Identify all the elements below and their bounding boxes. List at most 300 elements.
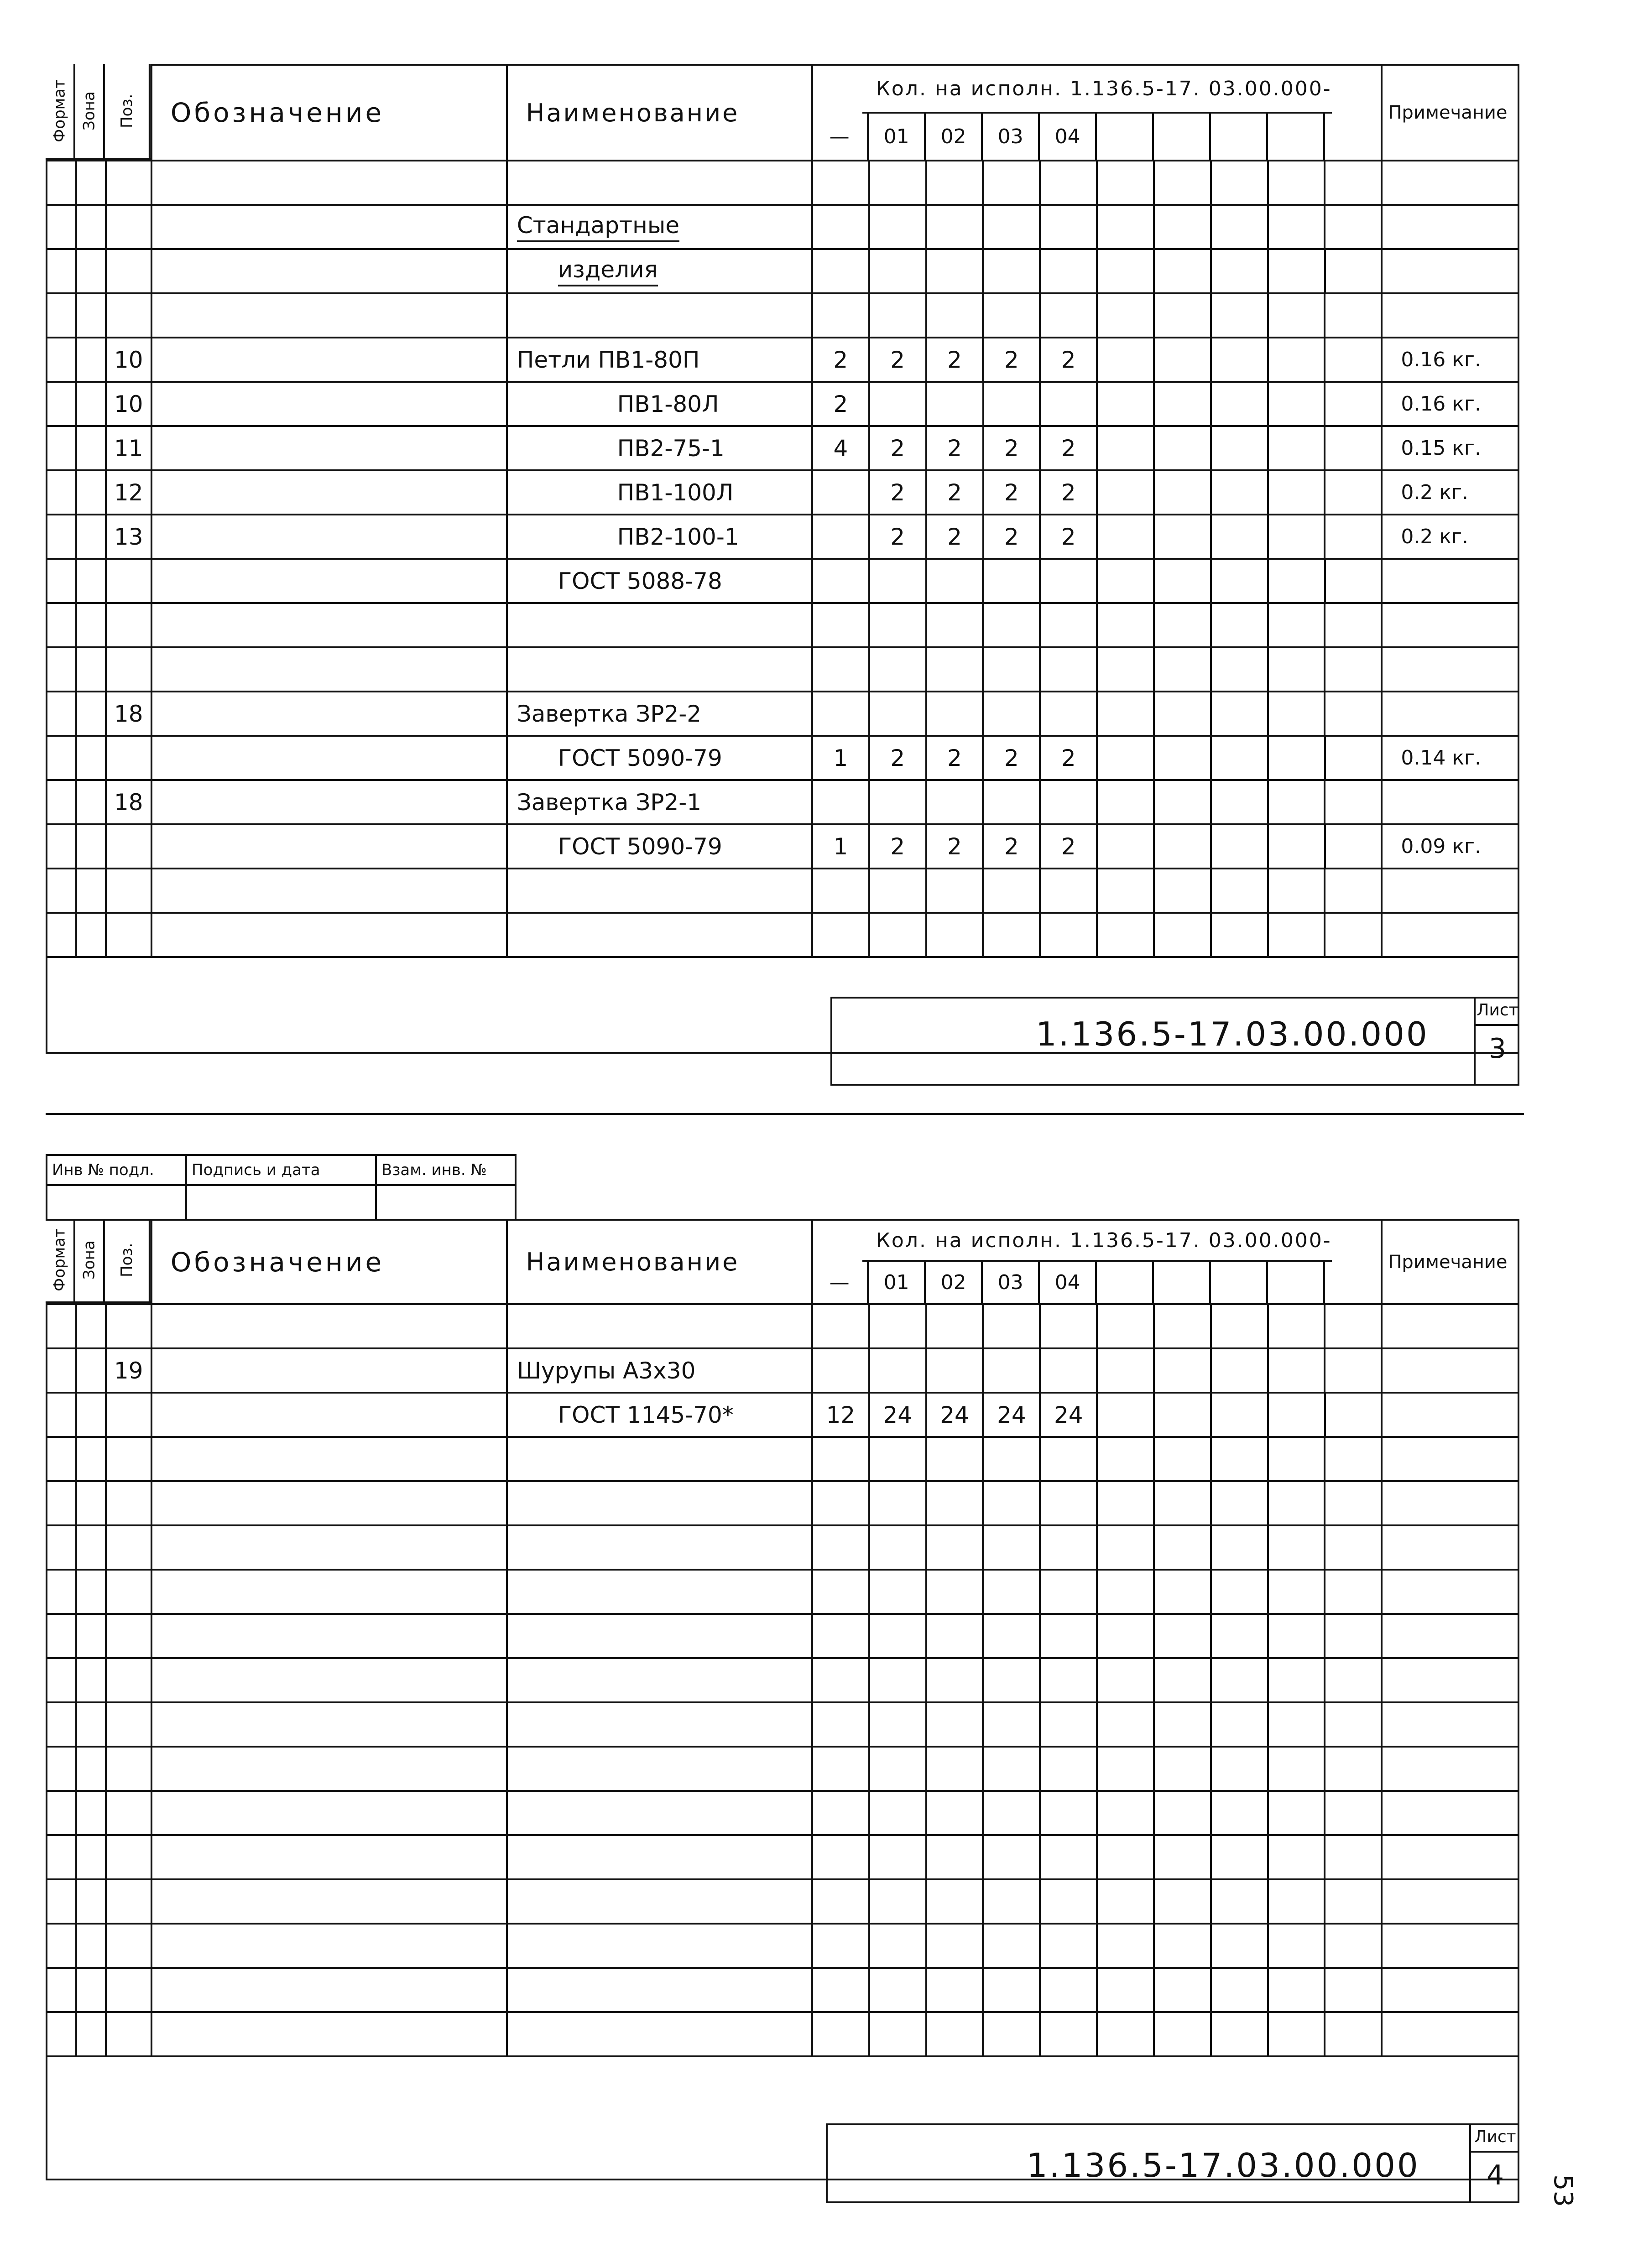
cell-qty [1267, 337, 1324, 381]
cell-qty [1039, 160, 1096, 204]
cell-qty [1096, 1569, 1153, 1613]
cell-qty [1210, 1746, 1267, 1790]
cell-qty [868, 292, 925, 337]
cell-designation [151, 1878, 506, 1923]
cell-pos [105, 868, 151, 912]
cell-qty [1267, 1436, 1324, 1480]
cell-qty [1210, 425, 1267, 469]
cell-pos [105, 912, 151, 956]
cell-name [506, 160, 811, 204]
cell-qty [925, 1480, 982, 1524]
qty-header-title-2: Кол. на исполн. 1.136.5-17. 03.00.000- [862, 1221, 1332, 1262]
cell-pos [105, 1480, 151, 1524]
cell-qty [982, 204, 1039, 248]
cell-qty [925, 1923, 982, 1967]
cell-format [46, 160, 75, 204]
cell-zone [75, 735, 105, 779]
cell-qty [1324, 646, 1381, 691]
cell-zone [75, 868, 105, 912]
cell-qty [982, 1923, 1039, 1967]
cell-qty [925, 1303, 982, 1347]
cell-qty [1324, 1569, 1381, 1613]
table-row [46, 735, 1518, 779]
cell-qty [1324, 469, 1381, 514]
header-zone-2: Зона [75, 1219, 105, 1303]
cell-pos [105, 204, 151, 248]
table-row [46, 823, 1518, 868]
cell-qty [811, 1657, 868, 1701]
cell-qty [925, 1834, 982, 1878]
cell-qty [1267, 1967, 1324, 2011]
cell-format [46, 823, 75, 868]
cell-qty [982, 1834, 1039, 1878]
table-row [46, 1746, 1518, 1790]
cell-qty [982, 381, 1039, 425]
cell-designation [151, 1524, 506, 1569]
cell-qty [1153, 1347, 1210, 1392]
cell-name: Завертка ЗР2-1 [506, 779, 811, 823]
table-row [46, 1569, 1518, 1613]
cell-qty: 2 [868, 469, 925, 514]
cell-pos [105, 1303, 151, 1347]
table-row [46, 248, 1518, 292]
cell-qty [1096, 2011, 1153, 2055]
cell-format [46, 1657, 75, 1701]
cell-qty [982, 160, 1039, 204]
cell-pos: 10 [105, 337, 151, 381]
cell-qty [1039, 1524, 1096, 1569]
cell-format [46, 1436, 75, 1480]
header-pos-2: Поз. [105, 1219, 151, 1303]
cell-designation [151, 1303, 506, 1347]
cell-note [1381, 1524, 1518, 1569]
cell-qty [1153, 2011, 1210, 2055]
sign-label: Подпись и дата [185, 1154, 377, 1186]
table-row [46, 1657, 1518, 1701]
table-row [46, 558, 1518, 602]
cell-qty [868, 2011, 925, 2055]
cell-qty: 2 [925, 337, 982, 381]
cell-qty [1096, 1967, 1153, 2011]
cell-qty [1096, 558, 1153, 602]
cell-qty [811, 1923, 868, 1967]
cell-qty [811, 646, 868, 691]
cell-qty [1096, 1746, 1153, 1790]
cell-qty [1039, 868, 1096, 912]
table-row [46, 602, 1518, 646]
cell-qty [811, 868, 868, 912]
cell-qty [1324, 337, 1381, 381]
cell-note [1381, 912, 1518, 956]
cell-qty [1267, 602, 1324, 646]
table-row [46, 646, 1518, 691]
cell-pos [105, 602, 151, 646]
cell-qty [925, 868, 982, 912]
cell-pos [105, 1746, 151, 1790]
cell-qty [811, 558, 868, 602]
table-row [46, 1480, 1518, 1524]
cell-qty [1210, 1878, 1267, 1923]
variant-7 [1211, 114, 1268, 160]
cell-qty [868, 1480, 925, 1524]
cell-qty [811, 1303, 868, 1347]
cell-qty [1153, 779, 1210, 823]
cell-format [46, 1613, 75, 1657]
cell-qty [925, 602, 982, 646]
cell-format [46, 292, 75, 337]
inv-value [46, 1184, 187, 1221]
cell-qty: 2 [982, 823, 1039, 868]
cell-qty [811, 1524, 868, 1569]
cell-qty: 2 [868, 823, 925, 868]
vzam-label: Взам. инв. № [375, 1154, 517, 1186]
cell-qty [811, 1967, 868, 2011]
table-header [46, 64, 1518, 160]
cell-note [1381, 1923, 1518, 1967]
cell-name [506, 1613, 811, 1657]
cell-qty [1153, 1480, 1210, 1524]
cell-qty [1324, 1967, 1381, 2011]
cell-qty [1153, 1834, 1210, 1878]
cell-qty [1096, 1524, 1153, 1569]
cell-name [506, 1657, 811, 1701]
cell-note [1381, 1569, 1518, 1613]
cell-qty [811, 691, 868, 735]
cell-qty [1210, 1923, 1267, 1967]
cell-qty [1267, 425, 1324, 469]
cell-qty [1096, 469, 1153, 514]
header-format-2: Формат [46, 1219, 75, 1303]
cell-name [506, 1524, 811, 1569]
cell-qty: 2 [868, 514, 925, 558]
cell-note [1381, 2011, 1518, 2055]
cell-zone [75, 779, 105, 823]
cell-qty [925, 646, 982, 691]
cell-qty [1039, 292, 1096, 337]
cell-qty: 24 [1039, 1392, 1096, 1436]
table-row [46, 337, 1518, 381]
cell-qty [982, 691, 1039, 735]
cell-qty [1324, 248, 1381, 292]
variant-6 [1154, 114, 1211, 160]
cell-qty [1210, 1347, 1267, 1392]
cell-pos [105, 1790, 151, 1834]
variant-2: 02 [926, 1262, 983, 1303]
cell-format [46, 691, 75, 735]
cell-format [46, 469, 75, 514]
header-zone: Зона [75, 64, 105, 160]
cell-name [506, 292, 811, 337]
cell-note [1381, 1967, 1518, 2011]
cell-qty [1324, 1834, 1381, 1878]
cell-format [46, 381, 75, 425]
cell-qty [1210, 602, 1267, 646]
cell-qty [1153, 558, 1210, 602]
cell-qty [1267, 1392, 1324, 1436]
cell-designation [151, 1967, 506, 2011]
cell-qty: 1 [811, 823, 868, 868]
cell-qty [1210, 469, 1267, 514]
cell-qty [1210, 204, 1267, 248]
cell-zone [75, 469, 105, 514]
cell-note: 0.15 кг. [1381, 425, 1518, 469]
cell-name: ГОСТ 5088-78 [506, 558, 811, 602]
cell-note [1381, 779, 1518, 823]
cell-zone [75, 204, 105, 248]
cell-name [506, 1834, 811, 1878]
variant-2: 02 [926, 114, 983, 160]
cell-zone [75, 1303, 105, 1347]
cell-zone [75, 160, 105, 204]
cell-qty [1096, 735, 1153, 779]
cell-qty [1039, 646, 1096, 691]
cell-qty: 2 [868, 735, 925, 779]
cell-qty [925, 691, 982, 735]
cell-qty: 24 [868, 1392, 925, 1436]
cell-qty [1267, 469, 1324, 514]
cell-qty [982, 558, 1039, 602]
variant-8 [1268, 1262, 1325, 1303]
cell-qty [811, 1347, 868, 1392]
table-row [46, 2011, 1518, 2055]
cell-designation [151, 248, 506, 292]
cell-qty [925, 1878, 982, 1923]
cell-qty [925, 160, 982, 204]
cell-designation [151, 1480, 506, 1524]
cell-qty [1153, 514, 1210, 558]
cell-qty [1153, 1613, 1210, 1657]
table-row [46, 381, 1518, 425]
cell-qty [1153, 735, 1210, 779]
cell-qty [1096, 646, 1153, 691]
cell-format [46, 1392, 75, 1436]
cell-zone [75, 1923, 105, 1967]
cell-qty [1267, 823, 1324, 868]
cell-note [1381, 1701, 1518, 1746]
header-name-2: Наименование [506, 1219, 811, 1303]
cell-qty: 2 [868, 337, 925, 381]
cell-pos [105, 1923, 151, 1967]
cell-qty [982, 1878, 1039, 1923]
cell-qty [1153, 1967, 1210, 2011]
cell-designation [151, 735, 506, 779]
cell-qty [1096, 337, 1153, 381]
table-row [46, 868, 1518, 912]
cell-qty [1324, 823, 1381, 868]
cell-qty [1267, 1701, 1324, 1746]
cell-name [506, 1923, 811, 1967]
cell-qty [982, 1480, 1039, 1524]
inv-label: Инв № подл. [46, 1154, 187, 1186]
cell-pos: 11 [105, 425, 151, 469]
cell-name [506, 912, 811, 956]
cell-qty [811, 1746, 868, 1790]
cell-qty [1267, 1657, 1324, 1701]
cell-qty [811, 779, 868, 823]
cell-qty [925, 912, 982, 956]
cell-qty [1096, 602, 1153, 646]
cell-note [1381, 204, 1518, 248]
cell-qty [925, 779, 982, 823]
table-row [46, 469, 1518, 514]
cell-qty: 24 [925, 1392, 982, 1436]
cell-designation [151, 2011, 506, 2055]
cell-qty [925, 1790, 982, 1834]
cell-qty [868, 160, 925, 204]
cell-qty [868, 646, 925, 691]
cell-qty [1210, 1834, 1267, 1878]
cell-zone [75, 1967, 105, 2011]
cell-name [506, 1701, 811, 1746]
table-row [46, 514, 1518, 558]
cell-qty [1039, 1303, 1096, 1347]
cell-qty [1210, 1967, 1267, 2011]
cell-designation [151, 1613, 506, 1657]
cell-zone [75, 248, 105, 292]
cell-qty [982, 868, 1039, 912]
cell-qty [1153, 1524, 1210, 1569]
cell-name: Петли ПВ1-80П [506, 337, 811, 381]
variant-9 [1325, 1262, 1381, 1303]
variant-8 [1268, 114, 1325, 160]
cell-note: 0.09 кг. [1381, 823, 1518, 868]
cell-qty [1324, 602, 1381, 646]
table-row [46, 1524, 1518, 1569]
cell-qty [1039, 1657, 1096, 1701]
cell-zone [75, 1746, 105, 1790]
cell-qty: 2 [982, 337, 1039, 381]
cell-zone [75, 912, 105, 956]
cell-qty [1039, 1347, 1096, 1392]
cell-qty [1324, 204, 1381, 248]
cell-qty [1324, 1347, 1381, 1392]
cell-qty [1153, 292, 1210, 337]
cell-note [1381, 646, 1518, 691]
cell-qty [1324, 1746, 1381, 1790]
cell-qty [1267, 1790, 1324, 1834]
cell-qty [925, 204, 982, 248]
spec-table-2 [46, 1219, 1519, 2180]
cell-pos [105, 735, 151, 779]
cell-qty [868, 1746, 925, 1790]
cell-qty [1324, 1701, 1381, 1746]
cell-designation [151, 912, 506, 956]
table-row [46, 1701, 1518, 1746]
cell-qty [1210, 292, 1267, 337]
cell-pos [105, 823, 151, 868]
cell-qty: 2 [1039, 337, 1096, 381]
header-format: Формат [46, 64, 75, 160]
cell-qty [1153, 248, 1210, 292]
spec-table-1 [46, 64, 1519, 1054]
cell-qty [1153, 425, 1210, 469]
cell-name [506, 1878, 811, 1923]
cell-qty [1096, 823, 1153, 868]
cell-name: ПВ1-100Л [506, 469, 811, 514]
cell-qty: 2 [925, 735, 982, 779]
cell-format [46, 779, 75, 823]
cell-name [506, 602, 811, 646]
cell-qty [982, 912, 1039, 956]
cell-qty: 2 [982, 425, 1039, 469]
cell-qty [811, 1436, 868, 1480]
cell-qty [1324, 292, 1381, 337]
cell-pos [105, 1967, 151, 2011]
cell-qty: 2 [811, 337, 868, 381]
cell-zone [75, 691, 105, 735]
cell-zone [75, 1347, 105, 1392]
cell-qty [1153, 1303, 1210, 1347]
cell-note: 0.2 кг. [1381, 514, 1518, 558]
cell-qty [811, 912, 868, 956]
cell-qty [982, 2011, 1039, 2055]
cell-note: 0.14 кг. [1381, 735, 1518, 779]
cell-qty [1039, 1436, 1096, 1480]
cell-qty [982, 292, 1039, 337]
section-heading: Стандартные [517, 212, 679, 242]
cell-note: 0.16 кг. [1381, 337, 1518, 381]
header-designation: Обозначение [151, 64, 506, 160]
cell-zone [75, 1569, 105, 1613]
cell-qty [1267, 779, 1324, 823]
cell-qty [1267, 735, 1324, 779]
cell-pos [105, 646, 151, 691]
cell-format [46, 1878, 75, 1923]
cell-qty [1096, 425, 1153, 469]
cell-pos [105, 1613, 151, 1657]
cell-pos: 19 [105, 1347, 151, 1392]
cell-qty [1324, 1613, 1381, 1657]
cell-pos [105, 1834, 151, 1878]
cell-zone [75, 1613, 105, 1657]
sheet-number-box-1 [1474, 997, 1519, 1086]
cell-qty [1267, 292, 1324, 337]
cell-pos [105, 558, 151, 602]
cell-qty [1210, 1569, 1267, 1613]
sheet-no-2: 4 [1486, 2159, 1504, 2191]
cell-qty [1324, 1790, 1381, 1834]
cell-qty [1267, 160, 1324, 204]
cell-qty [982, 1436, 1039, 1480]
cell-name: ПВ1-80Л [506, 381, 811, 425]
cell-qty [1039, 691, 1096, 735]
cell-qty [1039, 602, 1096, 646]
cell-qty [868, 1790, 925, 1834]
cell-qty [1039, 1834, 1096, 1878]
qty-header-2 [811, 1219, 1381, 1303]
cell-zone [75, 1524, 105, 1569]
cell-qty [868, 912, 925, 956]
cell-qty [868, 1834, 925, 1878]
table-row [46, 160, 1518, 204]
cell-qty [811, 514, 868, 558]
cell-qty [1153, 868, 1210, 912]
cell-name: ГОСТ 5090-79 [506, 735, 811, 779]
cell-name [506, 646, 811, 691]
cell-format [46, 1746, 75, 1790]
cell-qty [1324, 1878, 1381, 1923]
cell-qty [1267, 1613, 1324, 1657]
cell-qty [1096, 1480, 1153, 1524]
cell-qty [1153, 1657, 1210, 1701]
cell-qty [925, 1967, 982, 2011]
cell-zone [75, 646, 105, 691]
cell-qty [1267, 558, 1324, 602]
cell-qty [1324, 868, 1381, 912]
cell-qty [811, 160, 868, 204]
cell-designation [151, 514, 506, 558]
approval-strip-values [46, 1184, 515, 1221]
